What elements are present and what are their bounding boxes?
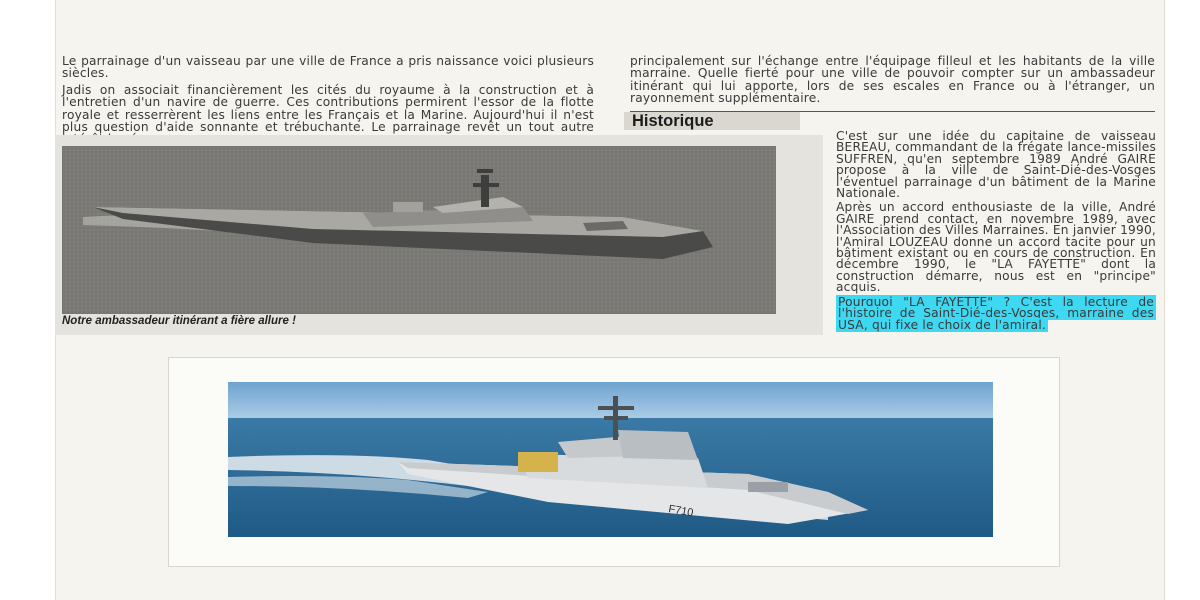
section-heading: Historique bbox=[632, 112, 714, 130]
right-column-top bbox=[630, 55, 1155, 105]
historique-body bbox=[836, 131, 1156, 334]
deck-marking bbox=[518, 452, 558, 472]
continuation-paragraph: principalement sur l'échange entre l'équipage filleul et les habitants de la ville marraine. Quelle fierté pour une ville de pouvoir compter sur un ambassadeur itinérant qui lui apporte, lors de ses escales en France ou à l'étranger, un rayonnement supplémentaire. bbox=[630, 54, 1155, 106]
ship-photo-bw bbox=[62, 146, 776, 314]
frigate-color-image bbox=[228, 382, 993, 537]
historique-paragraph-2: Après un accord enthousiaste de la ville, André GAIRE prend contact, en novembre 1989, avec l'Association des Villes Marraines. En janvier 1990, l'Amiral LOUZEAU donne un accord tacite pour un bâtiment existant ou en cours de construction. En décembre 1990, le "LA FAYETTE" dont la construction démarre, nous est en "principe" acquis. bbox=[836, 200, 1156, 295]
highlighted-text: Pourquoi "LA FAYETTE" ? C'est la lecture de l'histoire de Saint-Dié-des-Vosges, marraine des USA, qui fixe le choix de l'amiral. bbox=[838, 294, 1154, 332]
frigate-bw-image bbox=[63, 147, 776, 314]
highlighted-paragraph bbox=[836, 294, 1156, 332]
photo-caption: Notre ambassadeur itinérant a fière allure ! bbox=[62, 315, 296, 327]
intro-paragraph: Le parrainage d'un vaisseau par une ville de France a pris naissance voici plusieurs siècles. bbox=[62, 54, 594, 81]
ship-photo-color bbox=[228, 382, 993, 537]
historique-paragraph-1: C'est sur une idée du capitaine de vaisseau BEREAU, commandant de la frégate lance-missiles SUFFREN, qu'en septembre 1989 André GAIRE propose à la ville de Saint-Dié-des-Vosges l'éventuel parrainage d'un bâtiment de la Marine Nationale. bbox=[836, 129, 1156, 201]
history-paragraph: Jadis on associait financièrement les cités du royaume à la construction et à l'entretien d'un navire de guerre. Ces contributions permirent l'essor de la flotte royale et resserrèrent les liens entre les Français et la Marine. Aujourd'hui il n'est plus question d'aide sonnante et trébuchante. Le parrainage revêt un tout autre bbox=[62, 82, 594, 135]
hull-number: F710 bbox=[667, 503, 695, 520]
